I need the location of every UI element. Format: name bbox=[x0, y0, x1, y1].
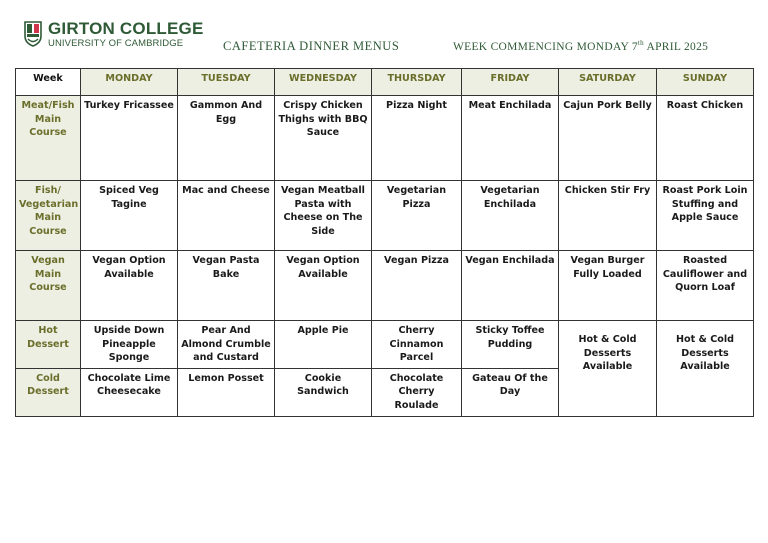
saturday-main-3: Vegan Burger Fully Loaded bbox=[559, 251, 657, 321]
menu-cell: Spiced Veg Tagine bbox=[81, 181, 178, 251]
crest-icon bbox=[24, 21, 42, 47]
table-row-meat-fish bbox=[16, 96, 754, 181]
page-title: CAFETERIA DINNER MENUS bbox=[223, 39, 400, 53]
day-header-wednesday: WEDNESDAY bbox=[275, 69, 372, 96]
menu-cell: Vegan Option Available bbox=[81, 251, 178, 321]
menu-cell: Meat Enchilada bbox=[462, 96, 559, 181]
menu-cell: Gammon And Egg bbox=[178, 96, 275, 181]
menu-cell: Vegan Pizza bbox=[372, 251, 462, 321]
sunday-main-2: Roast Pork Loin Stuffing and Apple Sauce bbox=[657, 181, 754, 251]
row-label-vegan: Vegan Main Course bbox=[16, 251, 81, 321]
menu-cell: Vegan Enchilada bbox=[462, 251, 559, 321]
table-header-row bbox=[16, 69, 754, 96]
sunday-main-3: Roasted Cauliflower and Quorn Loaf bbox=[657, 251, 754, 321]
day-header-tuesday: TUESDAY bbox=[178, 69, 275, 96]
week-commencing bbox=[453, 39, 708, 53]
menu-cell: Gateau Of the Day bbox=[462, 368, 559, 416]
row-label-hot-dessert: Hot Dessert bbox=[16, 321, 81, 369]
menu-cell: Vegan Pasta Bake bbox=[178, 251, 275, 321]
menu-cell: Vegetarian Pizza bbox=[372, 181, 462, 251]
menu-cell: Pizza Night bbox=[372, 96, 462, 181]
menu-cell: Vegan Meatball Pasta with Cheese on The Side bbox=[275, 181, 372, 251]
page-header bbox=[0, 0, 768, 68]
day-header-monday: MONDAY bbox=[81, 69, 178, 96]
week-prefix: WEEK COMMENCING MONDAY 7 bbox=[453, 40, 638, 53]
sunday-dessert: Hot & Cold Desserts Available bbox=[657, 321, 754, 417]
day-header-thursday: THURSDAY bbox=[372, 69, 462, 96]
menu-cell: Apple Pie bbox=[275, 321, 372, 369]
menu-cell: Vegetarian Enchilada bbox=[462, 181, 559, 251]
menu-cell: Crispy Chicken Thighs with BBQ Sauce bbox=[275, 96, 372, 181]
table-row-vegetarian bbox=[16, 181, 754, 251]
college-name: GIRTON COLLEGE bbox=[48, 19, 204, 38]
week-header: Week bbox=[16, 69, 81, 96]
college-subtitle: UNIVERSITY OF CAMBRIDGE bbox=[48, 38, 184, 49]
day-header-sunday: SUNDAY bbox=[657, 69, 754, 96]
menu-cell: Pear And Almond Crumble and Custard bbox=[178, 321, 275, 369]
row-label-meat-fish: Meat/Fish Main Course bbox=[16, 96, 81, 181]
row-label-cold-dessert: Cold Dessert bbox=[16, 368, 81, 416]
saturday-dessert: Hot & Cold Desserts Available bbox=[559, 321, 657, 417]
saturday-main-1: Cajun Pork Belly bbox=[559, 96, 657, 181]
menu-cell: Chocolate Lime Cheesecake bbox=[81, 368, 178, 416]
menu-cell: Lemon Posset bbox=[178, 368, 275, 416]
menu-cell: Sticky Toffee Pudding bbox=[462, 321, 559, 369]
menu-cell: Vegan Option Available bbox=[275, 251, 372, 321]
college-logo bbox=[24, 20, 204, 49]
day-header-friday: FRIDAY bbox=[462, 69, 559, 96]
week-ordinal: th bbox=[637, 39, 644, 47]
menu-cell: Mac and Cheese bbox=[178, 181, 275, 251]
table-row-hot-dessert bbox=[16, 321, 754, 369]
menu-table bbox=[15, 68, 754, 417]
day-header-saturday: SATURDAY bbox=[559, 69, 657, 96]
week-rest: APRIL 2025 bbox=[643, 40, 709, 53]
menu-cell: Turkey Fricassee bbox=[81, 96, 178, 181]
saturday-main-2: Chicken Stir Fry bbox=[559, 181, 657, 251]
menu-cell: Upside Down Pineapple Sponge bbox=[81, 321, 178, 369]
menu-cell: Cookie Sandwich bbox=[275, 368, 372, 416]
table-row-vegan bbox=[16, 251, 754, 321]
menu-cell: Cherry Cinnamon Parcel bbox=[372, 321, 462, 369]
row-label-vegetarian: Fish/ Vegetarian Main Course bbox=[16, 181, 81, 251]
menu-cell: Chocolate Cherry Roulade bbox=[372, 368, 462, 416]
sunday-main-1: Roast Chicken bbox=[657, 96, 754, 181]
